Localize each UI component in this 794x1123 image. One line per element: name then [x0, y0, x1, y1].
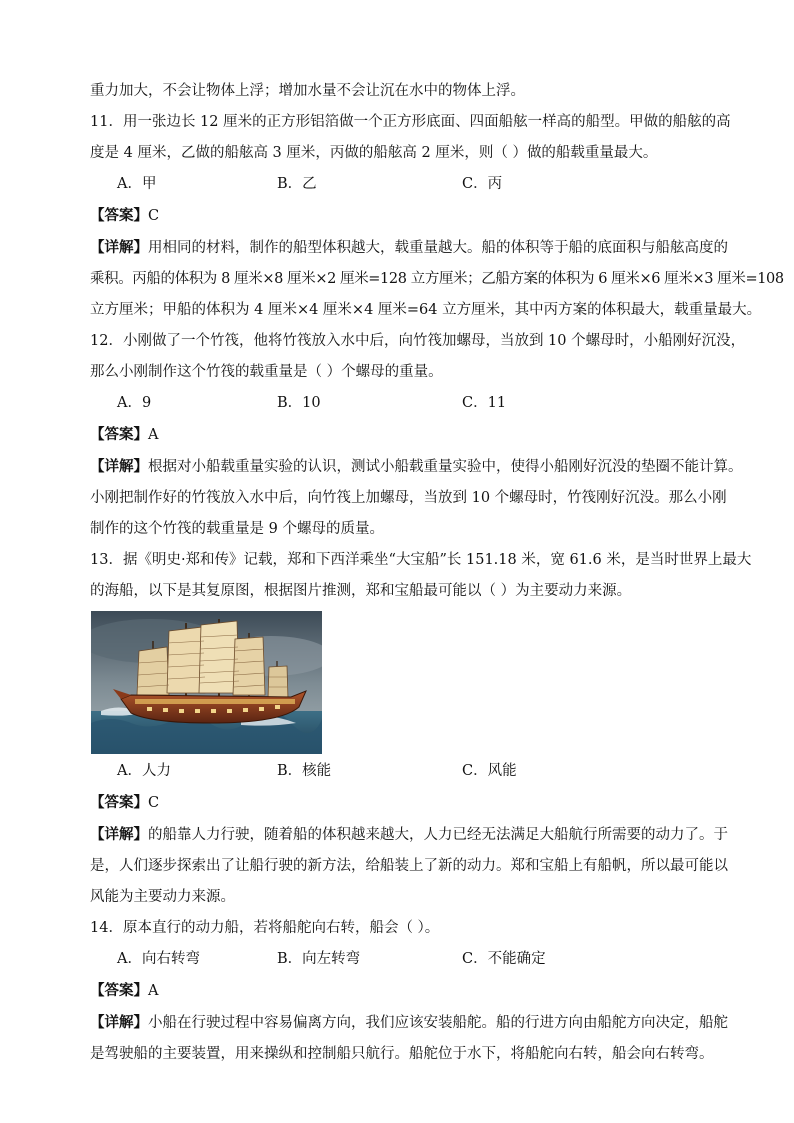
q11-detail-line-1: [90, 232, 728, 264]
q13-answer-value: C: [148, 795, 160, 811]
q11-answer-value: C: [148, 208, 160, 224]
q12-detail-line-2: 小刚把制作好的竹筏放入水中后，向竹筏上加螺母，当放到 10 个螺母时，竹筏刚好沉没。那么小刚: [90, 490, 727, 506]
q14-answer-value: A: [148, 983, 159, 999]
q12-options: [90, 388, 710, 419]
detail-label: 【详解】: [90, 826, 148, 843]
q11-stem-line-2: 度是 4 厘米，乙做的船舷高 3 厘米，丙做的船舷高 2 厘米，则（ ）做的船载重量最大。: [90, 145, 658, 161]
q12-stem-line-2: 那么小刚制作这个竹筏的载重量是（ ）个螺母的重量。: [90, 364, 443, 380]
q14-detail-line-2: 是驾驶船的主要装置，用来操纵和控制船只航行。船舵位于水下，将船舵向右转，船会向右转弯。: [90, 1046, 714, 1062]
q13-options: [90, 756, 710, 787]
q13-option-c: C．风能: [462, 763, 517, 779]
q12-answer: [90, 419, 710, 451]
q13-detail-line-2: 是，人们逐步探索出了让船行驶的新方法，给船装上了新的动力。郑和宝船上有船帆，所以最可能以: [90, 858, 728, 874]
q12-option-b: B．10: [277, 395, 321, 411]
treasure-ship-image: [91, 611, 322, 754]
q11-options: [90, 169, 710, 200]
answer-label: 【答案】: [90, 982, 148, 999]
q11-option-a: A．甲: [117, 176, 157, 192]
intro-line: 重力加大，不会让物体上浮；增加水量不会让沉在水中的物体上浮。: [90, 83, 525, 99]
answer-label: 【答案】: [90, 794, 148, 811]
q14-stem-line-1: 14．原本直行的动力船，若将船舵向右转，船会（ ）。: [90, 920, 440, 936]
q14-option-b: B．向左转弯: [277, 951, 361, 967]
q14-option-c: C．不能确定: [462, 951, 546, 967]
answer-label: 【答案】: [90, 426, 148, 443]
q13-option-b: B．核能: [277, 763, 332, 779]
q12-answer-value: A: [148, 427, 159, 443]
q12-stem-line-1: 12．小刚做了一个竹筏，他将竹筏放入水中后，向竹筏加螺母，当放到 10 个螺母时，小船刚好沉没，: [90, 333, 746, 349]
detail-label: 【详解】: [90, 239, 148, 256]
q12-detail-line-3: 制作的这个竹筏的载重量是 9 个螺母的质量。: [90, 521, 384, 537]
q13-stem-line-1: 13．据《明史·郑和传》记载，郑和下西洋乘坐“大宝船”长 151.18 米，宽 61.6 米，是当时世界上最大: [90, 552, 752, 568]
q11-option-c: C．丙: [462, 176, 503, 192]
q13-detail-line-3: 风能为主要动力来源。: [90, 889, 235, 905]
q12-detail-line-1: [90, 451, 743, 483]
q12-option-a: A．9: [117, 395, 152, 411]
q11-stem-line-1: 11．用一张边长 12 厘米的正方形铝箔做一个正方形底面、四面船舷一样高的船型。甲做的船舷的高: [90, 114, 731, 130]
q13-option-a: A．人力: [117, 763, 171, 779]
q11-detail-line-2: 乘积。丙船的体积为 8 厘米×8 厘米×2 厘米=128 立方厘米；乙船方案的体积为 6 厘米×6 厘米×3 厘米=108: [90, 271, 784, 287]
detail-label: 【详解】: [90, 458, 148, 475]
q14-answer: [90, 975, 710, 1007]
q13-detail-text-1: 的船靠人力行驶，随着船的体积越来越大，人力已经无法满足大船航行所需要的动力了。于: [148, 827, 728, 843]
q12-option-c: C．11: [462, 395, 507, 411]
answer-label: 【答案】: [90, 207, 148, 224]
q11-detail-line-3: 立方厘米；甲船的体积为 4 厘米×4 厘米×4 厘米=64 立方厘米，其中丙方案的体积最大，载重量最大。: [90, 302, 762, 318]
q11-option-b: B．乙: [277, 176, 317, 192]
q13-stem-line-2: 的海船，以下是其复原图，根据图片推测，郑和宝船最可能以（ ）为主要动力来源。: [90, 583, 632, 599]
q11-answer: [90, 200, 710, 232]
q14-option-a: A．向右转弯: [117, 951, 200, 967]
q13-detail-line-1: [90, 819, 728, 851]
q14-detail-line-1: [90, 1007, 728, 1039]
q14-detail-text-1: 小船在行驶过程中容易偏离方向，我们应该安装船舵。船的行进方向由船舵方向决定，船舵: [148, 1015, 728, 1031]
q13-answer: [90, 787, 710, 819]
q11-detail-text-1: 用相同的材料，制作的船型体积越大，载重量越大。船的体积等于船的底面积与船舷高度的: [148, 240, 728, 256]
q12-detail-text-1: 根据对小船载重量实验的认识，测试小船载重量实验中，使得小船刚好沉没的垫圈不能计算。: [148, 459, 743, 475]
q14-options: [90, 944, 710, 975]
page-content: [90, 76, 784, 1070]
detail-label: 【详解】: [90, 1014, 148, 1031]
